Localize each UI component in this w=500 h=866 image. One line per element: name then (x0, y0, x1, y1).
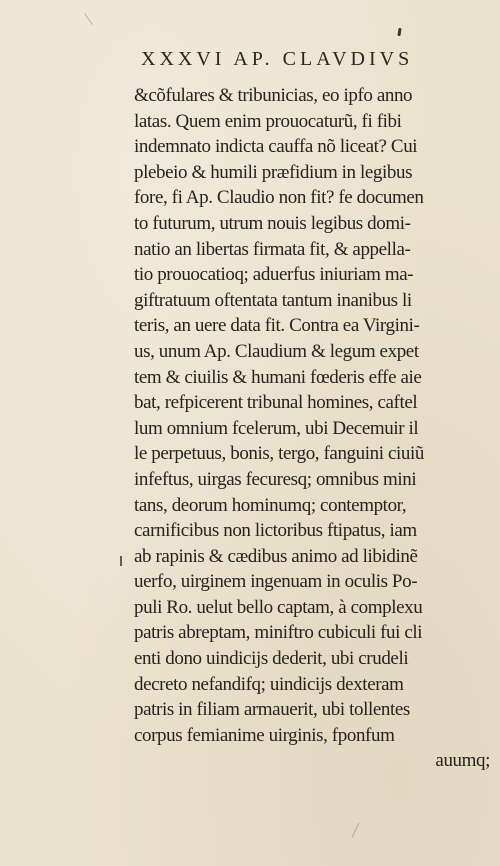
text-line: carnificibus non lictoribus ftipatus, iam (134, 520, 417, 542)
text-line: giftratuum oftentata tantum inanibus li (134, 289, 412, 311)
text-line: puli Ro. uelut bello captam, à complexu (134, 596, 423, 618)
printer-mark (397, 28, 401, 36)
text-line: tem & ciuilis & humani fœderis effe aie (134, 366, 422, 388)
text-line: &cõfulares & tribunicias, eo ipfo anno (134, 85, 413, 106)
text-line: natio an libertas firmata fit, & appella- (134, 238, 411, 260)
text-line: ab rapinis & cædibus animo ad libidinẽ (134, 545, 418, 567)
text-line: patris in filiam armauerit, ubi tollentes (134, 699, 410, 721)
text-line: to futurum, utrum nouis legibus domi- (134, 212, 411, 234)
text-line: fore, fi Ap. Claudio non fit? fe documen (134, 187, 424, 209)
text-line: indemnato indicta cauffa nõ liceat? Cui (134, 136, 418, 158)
margin-mark (120, 556, 122, 566)
text-line: lum omnium fcelerum, ubi Decemuir il (134, 417, 419, 439)
text-line: us, unum Ap. Claudium & legum expet (134, 340, 419, 362)
catchword: auumq; (435, 750, 490, 772)
text-line: infeftus, uirgas fecuresq; omnibus mini (134, 468, 417, 490)
text-line: plebeio & humili præfidium in legibus (134, 161, 413, 183)
text-line: decreto nefandifq; uindicijs dexteram (134, 673, 404, 695)
running-head: XXXVI AP. CLAVDIVS (141, 48, 414, 70)
text-line: tio prouocatioq; aduerfus iniuriam ma- (134, 264, 414, 286)
text-line: latas. Quem enim prouocaturũ, fi fibi (134, 110, 402, 132)
text-line: bat, refpicerent tribunal homines, caftel (134, 392, 418, 414)
text-block (134, 83, 494, 774)
text-line: teris, an uere data fit. Contra ea Virgini- (134, 315, 420, 337)
text-line: patris abreptam, miniftro cubiculi fui cli (134, 622, 423, 644)
text-line: enti dono uindicijs dederit, ubi crudeli (134, 648, 409, 670)
text-line: tans, deorum hominumq; contemptor, (134, 494, 407, 516)
paper-blemish (352, 823, 360, 838)
paper-blemish (84, 13, 93, 25)
text-line: corpus femianime uirginis, fponfum (134, 724, 395, 746)
text-line: le perpetuus, bonis, tergo, fanguini ciuiũ (134, 443, 424, 465)
text-line: uerfo, uirginem ingenuam in oculis Po- (134, 571, 418, 593)
